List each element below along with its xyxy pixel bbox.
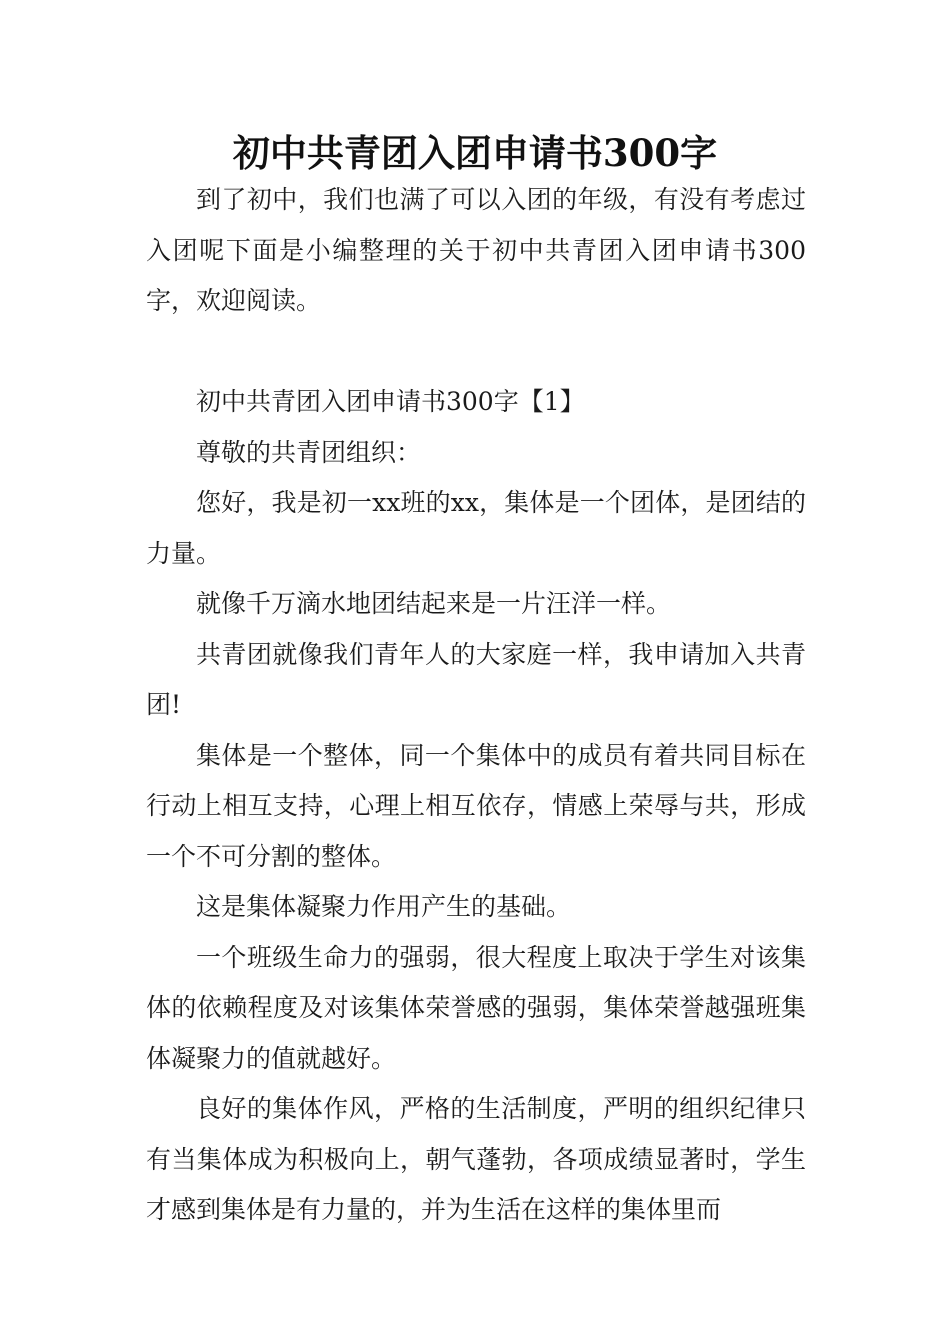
section-heading: 初中共青团入团申请书300字【1】 (196, 387, 585, 416)
body-paragraph: 这是集体凝聚力作用产生的基础。 (196, 892, 572, 921)
body-paragraph: 集体是一个整体，同一个集体中的成员有着共同目标在行动上相互支持，心理上相互依存，情感上荣辱与共，形成一个不可分割的整体。 (146, 740, 806, 871)
body-paragraph: 共青团就像我们青年人的大家庭一样，我申请加入共青团! (146, 639, 806, 719)
body-paragraph: 一个班级生命力的强弱，很大程度上取决于学生对该集体的依赖程度及对该集体荣誉感的强弱，集体荣誉越强班集体凝聚力的值就越好。 (146, 942, 806, 1073)
document-title: 初中共青团入团申请书300字 (232, 131, 718, 175)
paragraph-spacer (146, 327, 806, 378)
intro-paragraph: 到了初中，我们也满了可以入团的年级，有没有考虑过入团呢下面是小编整理的关于初中共青团入团申请书300字，欢迎阅读。 (146, 185, 806, 315)
body-paragraph: 良好的集体作风，严格的生活制度，严明的组织纪律只有当集体成为积极向上，朝气蓬勃，各项成绩显著时，学生才感到集体是有力量的，并为生活在这样的集体里而 (146, 1094, 806, 1224)
body-paragraph: 就像千万滴水地团结起来是一片汪洋一样。 (196, 589, 672, 618)
salutation: 尊敬的共青团组织： (196, 437, 422, 467)
document-body (146, 175, 806, 1236)
body-paragraph: 您好，我是初一xx班的xx，集体是一个团体，是团结的力量。 (146, 488, 806, 568)
